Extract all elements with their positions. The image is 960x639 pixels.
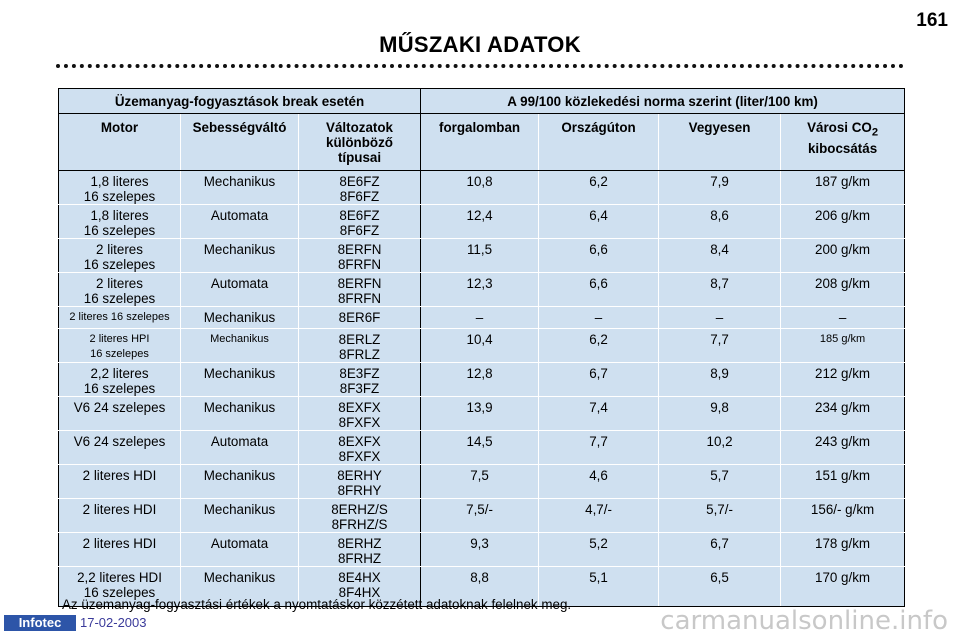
cell-motor: 2 literes HDI [59,465,181,499]
cell-variants: 8ERHZ/S 8FRHZ/S [299,499,421,533]
cell-variants: 8ERHY 8FRHY [299,465,421,499]
cell-traffic: 12,3 [421,273,539,307]
cell-co2: 151 g/km [781,465,905,499]
cell-variants: 8EXFX 8FXFX [299,431,421,465]
cell-traffic: 12,4 [421,205,539,239]
footnote: Az üzemanyag-fogyasztási értékek a nyomtatáskor közzétett adatoknak felelnek meg. [62,597,572,612]
cell-motor: 1,8 literes 16 szelepes [59,205,181,239]
cell-variants: 8ERFN 8FRFN [299,273,421,307]
cell-road: 6,6 [539,273,659,307]
cell-co2: 170 g/km [781,567,905,607]
table-row [59,465,905,499]
header-co2-subscript: 2 [871,126,879,139]
table-row [59,431,905,465]
table-row [59,273,905,307]
cell-co2: 187 g/km [781,171,905,205]
cell-traffic: 9,3 [421,533,539,567]
header-urban-label: Városi CO [807,120,872,135]
header-gearbox: Sebességváltó [181,114,299,171]
cell-road: 6,6 [539,239,659,273]
cell-co2: 200 g/km [781,239,905,273]
cell-road: 6,2 [539,329,659,363]
group-header-left: Üzemanyag-fogyasztások break esetén [59,89,421,114]
cell-co2: 206 g/km [781,205,905,239]
table-row [59,533,905,567]
header-traffic: forgalomban [421,114,539,171]
cell-gearbox: Automata [181,273,299,307]
cell-gearbox: Mechanikus [181,171,299,205]
cell-gearbox: Mechanikus [181,329,299,363]
cell-motor: 2 literes HDI [59,533,181,567]
table-row [59,329,905,363]
cell-mixed: 8,4 [659,239,781,273]
cell-variants: 8ERHZ 8FRHZ [299,533,421,567]
cell-traffic: 13,9 [421,397,539,431]
cell-road: 4,6 [539,465,659,499]
table-row [59,499,905,533]
cell-traffic: – [421,307,539,329]
cell-variants: 8ERFN 8FRFN [299,239,421,273]
header-emission-label: kibocsátás [807,140,878,156]
cell-gearbox: Mechanikus [181,363,299,397]
cell-road: 4,7/- [539,499,659,533]
cell-variants: 8ERLZ 8FRLZ [299,329,421,363]
cell-motor: 2 literes 16 szelepes [59,273,181,307]
cell-road: 6,4 [539,205,659,239]
cell-traffic: 14,5 [421,431,539,465]
watermark: carmanualsonline.info [660,606,948,636]
cell-motor: V6 24 szelepes [59,431,181,465]
cell-road: 5,2 [539,533,659,567]
cell-mixed: 8,6 [659,205,781,239]
cell-motor: 1,8 literes 16 szelepes [59,171,181,205]
cell-mixed: 8,7 [659,273,781,307]
cell-motor: 2 literes HDI [59,499,181,533]
cell-motor: 2 literes 16 szelepes [59,307,181,329]
cell-road: – [539,307,659,329]
cell-traffic: 8,8 [421,567,539,607]
cell-road: 7,4 [539,397,659,431]
cell-traffic: 10,4 [421,329,539,363]
cell-road: 6,2 [539,171,659,205]
table-row [59,363,905,397]
print-date: 17-02-2003 [80,615,147,630]
cell-road: 7,7 [539,431,659,465]
table-group-header-row [59,89,905,114]
cell-motor: 2,2 literes 16 szelepes [59,363,181,397]
table-row [59,307,905,329]
cell-traffic: 12,8 [421,363,539,397]
header-urban-co2 [781,114,905,171]
table-column-header-row [59,114,905,171]
table-row [59,171,905,205]
cell-co2: 178 g/km [781,533,905,567]
cell-co2: – [781,307,905,329]
cell-co2: 234 g/km [781,397,905,431]
cell-gearbox: Automata [181,431,299,465]
header-variants: Változatok különböző típusai [299,114,421,171]
table-row [59,397,905,431]
cell-gearbox: Mechanikus [181,465,299,499]
cell-traffic: 10,8 [421,171,539,205]
cell-gearbox: Mechanikus [181,307,299,329]
cell-mixed: 6,5 [659,567,781,607]
cell-gearbox: Mechanikus [181,567,299,607]
cell-variants: 8E4HX 8F4HX [299,567,421,607]
cell-co2: 243 g/km [781,431,905,465]
cell-co2: 212 g/km [781,363,905,397]
header-motor: Motor [59,114,181,171]
cell-gearbox: Automata [181,205,299,239]
cell-co2: 185 g/km [781,329,905,363]
cell-variants: 8EXFX 8FXFX [299,397,421,431]
table-row [59,205,905,239]
cell-mixed: 9,8 [659,397,781,431]
cell-mixed: 5,7/- [659,499,781,533]
cell-co2: 156/- g/km [781,499,905,533]
cell-variants: 8ER6F [299,307,421,329]
cell-gearbox: Mechanikus [181,239,299,273]
cell-mixed: 7,9 [659,171,781,205]
table-body [59,171,905,607]
cell-gearbox: Mechanikus [181,499,299,533]
cell-motor: V6 24 szelepes [59,397,181,431]
cell-mixed: 5,7 [659,465,781,499]
cell-mixed: 10,2 [659,431,781,465]
cell-variants: 8E6FZ 8F6FZ [299,205,421,239]
group-header-right: A 99/100 közlekedési norma szerint (liter/100 km) [421,89,905,114]
header-road: Országúton [539,114,659,171]
cell-mixed: – [659,307,781,329]
infotec-logo: Infotec [4,615,76,631]
table-row [59,239,905,273]
cell-motor: 2 literes HPI 16 szelepes [59,329,181,363]
cell-variants: 8E3FZ 8F3FZ [299,363,421,397]
header-mixed: Vegyesen [659,114,781,171]
cell-traffic: 11,5 [421,239,539,273]
cell-traffic: 7,5 [421,465,539,499]
cell-gearbox: Mechanikus [181,397,299,431]
consumption-table [58,88,905,607]
cell-road: 5,1 [539,567,659,607]
page-title: MŰSZAKI ADATOK [379,32,581,57]
dotted-divider [56,64,904,68]
cell-mixed: 6,7 [659,533,781,567]
cell-co2: 208 g/km [781,273,905,307]
cell-road: 6,7 [539,363,659,397]
cell-mixed: 7,7 [659,329,781,363]
cell-gearbox: Automata [181,533,299,567]
cell-traffic: 7,5/- [421,499,539,533]
cell-variants: 8E6FZ 8F6FZ [299,171,421,205]
page-number: 161 [916,10,948,31]
cell-motor: 2 literes 16 szelepes [59,239,181,273]
cell-mixed: 8,9 [659,363,781,397]
cell-motor: 2,2 literes HDI 16 szelepes [59,567,181,607]
